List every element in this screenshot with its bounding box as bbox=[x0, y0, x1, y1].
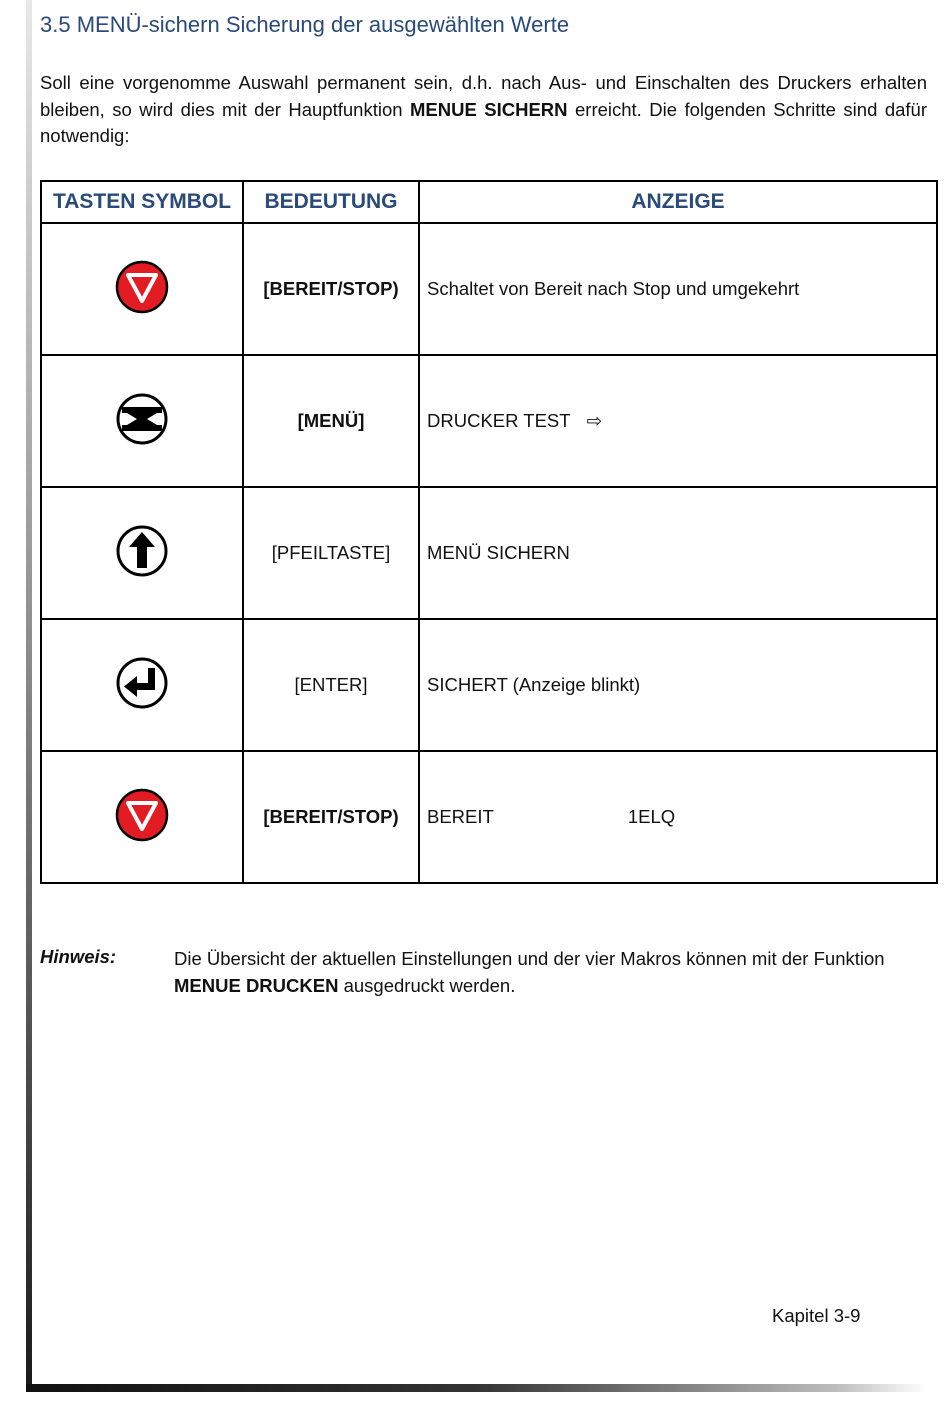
anzeige-extra: 1ELQ bbox=[627, 806, 676, 827]
arrow-right-icon: ⇨ bbox=[586, 410, 603, 431]
header-tasten-symbol: TASTEN SYMBOL bbox=[41, 181, 243, 223]
hint-label: Hinweis: bbox=[40, 946, 117, 967]
symbol-cell bbox=[41, 223, 243, 355]
bedeutung-cell: [PFEILTASTE] bbox=[243, 487, 419, 619]
symbol-cell bbox=[41, 355, 243, 487]
symbol-cell bbox=[41, 751, 243, 883]
header-bedeutung: BEDEUTUNG bbox=[243, 181, 419, 223]
table-row bbox=[41, 619, 937, 751]
page-frame-left bbox=[26, 0, 32, 1392]
page-frame-bottom bbox=[26, 1384, 926, 1392]
hint-text bbox=[174, 946, 934, 999]
enter-icon bbox=[114, 655, 170, 711]
anzeige-text: DRUCKER TEST bbox=[427, 410, 571, 431]
menu-hourglass-icon bbox=[114, 391, 170, 447]
page-number: Kapitel 3-9 bbox=[772, 1305, 861, 1326]
table-row bbox=[41, 223, 937, 355]
anzeige-cell bbox=[419, 751, 937, 883]
anzeige-cell bbox=[419, 355, 937, 487]
anzeige-cell: SICHERT (Anzeige blinkt) bbox=[419, 619, 937, 751]
bedeutung-cell: [ENTER] bbox=[243, 619, 419, 751]
intro-paragraph bbox=[40, 70, 927, 150]
symbol-cell bbox=[41, 619, 243, 751]
header-anzeige: ANZEIGE bbox=[419, 181, 937, 223]
section-heading: 3.5 MENÜ-sichern Sicherung der ausgewählten Werte bbox=[40, 12, 570, 37]
symbol-cell bbox=[41, 487, 243, 619]
table-row bbox=[41, 751, 937, 883]
anzeige-cell: Schaltet von Bereit nach Stop und umgekehrt bbox=[419, 223, 937, 355]
hint-bold-term: MENUE DRUCKEN bbox=[174, 974, 339, 996]
table-header-row bbox=[41, 181, 937, 223]
anzeige-cell: MENÜ SICHERN bbox=[419, 487, 937, 619]
key-table bbox=[40, 180, 938, 884]
hint-text-1: Die Übersicht der aktuellen Einstellungen und der vier Makros können mit der Funktion bbox=[174, 948, 885, 969]
bedeutung-cell: [BEREIT/STOP) bbox=[243, 223, 419, 355]
intro-text-1: Soll eine vorgenomme Auswahl permanent sein, d.h. nach Aus- und Einschalten des Druckers erhalten bleiben, so wird dies mit der Hauptfunktion bbox=[40, 72, 927, 120]
hint-text-2: ausgedruckt werden. bbox=[338, 974, 516, 996]
stop-triangle-icon bbox=[114, 787, 170, 843]
bedeutung-cell: [BEREIT/STOP) bbox=[243, 751, 419, 883]
intro-bold-term: MENUE SICHERN bbox=[410, 98, 568, 120]
anzeige-text: BEREIT bbox=[427, 806, 494, 827]
table-row bbox=[41, 487, 937, 619]
up-arrow-icon bbox=[114, 523, 170, 579]
table-row bbox=[41, 355, 937, 487]
bedeutung-cell: [MENÜ] bbox=[243, 355, 419, 487]
intro-text-2: erreicht. Die folgenden Schritte sind dafür notwendig: bbox=[40, 98, 927, 146]
stop-triangle-icon bbox=[114, 259, 170, 315]
